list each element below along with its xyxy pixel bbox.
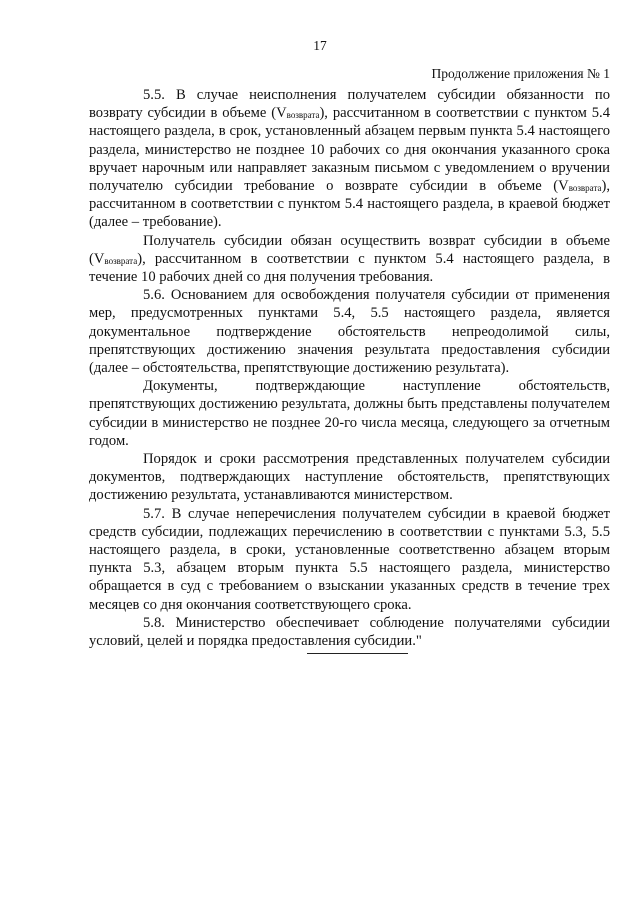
paragraph-5-5-part-1: 5.5. В случае неисполнения получателем субсидии обязанности по возврату субсидии в объеме (V <box>89 87 610 122</box>
paragraph-return-obligation-part-2: ), рассчитанном в соответствии с пунктом 5.4 настоящего раздела, в течение 10 рабочих дней со дня получения требования. <box>89 250 610 286</box>
paragraph-5-6: 5.6. Основанием для освобождения получателя субсидии от применения мер, предусмотренных пунктами 5.4, 5.5 настоящего раздела, является документальное подтверждение обстоятельств непреодолимой силы, препятствующих достижению значения результата предоставления субсидии (далее – обстоятельства, препятствующие достижению результата). <box>89 287 610 377</box>
paragraph-review-procedure: Порядок и сроки рассмотрения представленных получателем субсидии документов, подтверждающих наступление обстоятельств, препятствующих достижению результата, устанавливаются министерством. <box>89 451 610 504</box>
subscript-return-volume: возврата <box>104 255 138 266</box>
paragraph-5-7: 5.7. В случае неперечисления получателем субсидии в краевой бюджет средств субсидии, подлежащих перечислению в соответствии с пунктами 5.3, 5.5 настоящего раздела, в сроки, установленные соответственно абзацем вторым пункта 5.3, абзацем вторым пункта 5.5 настоящего раздела, министерство обращается в суд с требованием о взыскании указанных средств в течение трех месяцев со дня окончания соответствующего срока. <box>89 505 610 613</box>
paragraph-documents: Документы, подтверждающие наступление обстоятельств, препятствующих достижению результата, должны быть представлены получателем субсидии в министерство не позднее 20-го числа месяца, следующего за отчетным годом. <box>89 378 610 449</box>
paragraph-5-5-part-3: ), рассчитанном в соответствии с пунктом 5.4 настоящего раздела, в краевой бюджет (далее – требование). <box>89 178 610 231</box>
document-body <box>89 86 610 650</box>
paragraph-5-5-part-2: ), рассчитанном в соответствии с пунктом 5.4 настоящего раздела, в срок, установленный абзацем первым пункта 5.4 настоящего раздела, министерство не позднее 10 рабочих со дня окончания указанного срока вручает нарочным или направляет заказным письмом с уведомлением о вручении получателю субсидии требование о возврате субсидии в объеме (V <box>89 105 610 195</box>
paragraph-5-8: 5.8. Министерство обеспечивает соблюдение получателями субсидии условий, целей и порядка предоставления субсидии." <box>89 614 610 650</box>
page-number: 17 <box>313 38 327 53</box>
subscript-return-volume: возврата <box>286 110 320 121</box>
paragraph-return-obligation-part-1: Получатель субсидии обязан осуществить возврат субсидии в объеме (V <box>89 232 610 267</box>
appendix-continuation-note: Продолжение приложения № 1 <box>431 66 610 81</box>
paragraph-return-obligation <box>89 232 610 287</box>
subscript-return-volume: возврата <box>568 183 602 194</box>
paragraph-5-5 <box>89 86 610 232</box>
end-of-document-rule <box>307 653 408 654</box>
